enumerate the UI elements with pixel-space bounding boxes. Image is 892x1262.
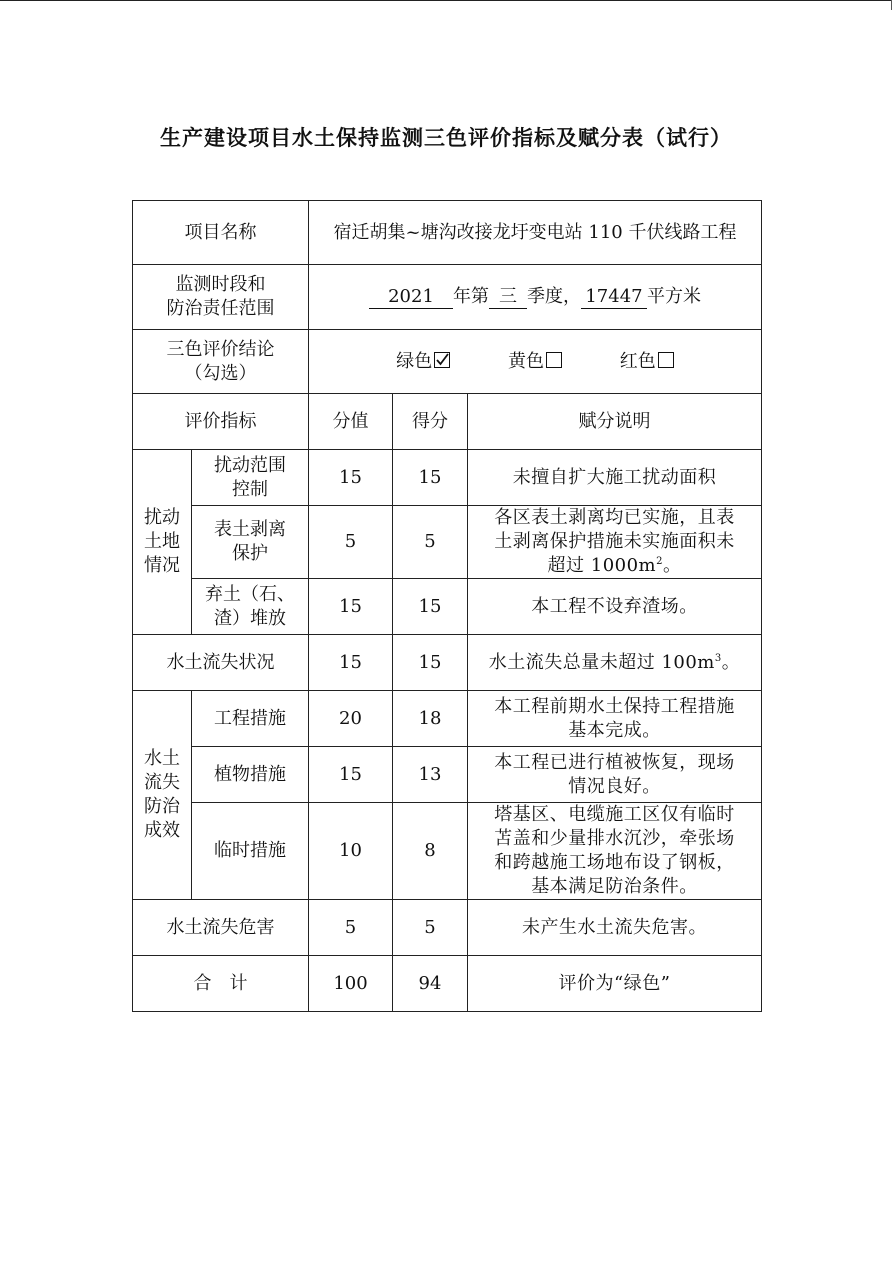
period-label <box>133 265 309 330</box>
quarter-suffix: 季度， <box>527 286 581 307</box>
checkbox-green-checked-icon[interactable] <box>434 352 450 368</box>
table-row <box>133 450 762 506</box>
explanation-line4: 基本满足防治条件。 <box>531 876 698 897</box>
project-name-row <box>133 201 762 265</box>
option-green-label: 绿色 <box>396 350 433 372</box>
indicator-cell: 临时措施 <box>192 803 309 900</box>
table-row <box>133 747 762 803</box>
score-value-cell: 15 <box>309 579 393 635</box>
indicator-line1: 扰动范围 <box>214 454 286 476</box>
superscript: 2 <box>656 556 663 567</box>
explanation-line3-text: 超过 1000m <box>547 555 657 576</box>
period-label-line1: 监测时段和 <box>175 274 266 295</box>
score-value-cell: 15 <box>309 450 393 506</box>
group-prevention-line2: 流失 <box>144 772 180 793</box>
indicator-line2: 渣）堆放 <box>214 607 286 629</box>
explanation-cell <box>468 691 762 747</box>
project-name-value: 宿迁胡集~塘沟改接龙圩变电站 110 千伏线路工程 <box>309 201 762 265</box>
total-explanation: 评价为“绿色” <box>468 956 762 1012</box>
group-disturbance-line2: 土地 <box>144 531 180 552</box>
group-disturbance-line1: 扰动 <box>144 507 180 528</box>
score-value-cell: 10 <box>309 803 393 900</box>
score-value-cell: 15 <box>309 747 393 803</box>
score-got-cell: 15 <box>393 450 468 506</box>
explanation-line1: 塔基区、电缆施工区仅有临时 <box>494 804 735 825</box>
explanation-line2: 土剥离保护措施未实施面积未 <box>494 531 735 552</box>
score-value-cell: 5 <box>309 900 393 956</box>
explanation-line2: 苫盖和少量排水沉沙，牵张场 <box>494 828 735 849</box>
explanation-line1: 各区表土剥离均已实施，且表 <box>494 507 735 528</box>
header-score-got: 得分 <box>393 394 468 450</box>
indicator-cell: 水土流失危害 <box>133 900 309 956</box>
table-row <box>133 506 762 579</box>
score-got-cell: 8 <box>393 803 468 900</box>
explanation-cell: 未擅自扩大施工扰动面积 <box>468 450 762 506</box>
page-top-border <box>0 0 892 1</box>
table-row <box>133 635 762 691</box>
explanation-line3: 和跨越施工场地布设了钢板， <box>494 852 735 873</box>
total-score: 94 <box>393 956 468 1012</box>
option-red-label: 红色 <box>619 350 656 372</box>
indicator-cell: 水土流失状况 <box>133 635 309 691</box>
group-disturbance <box>133 450 192 635</box>
option-yellow <box>508 350 562 374</box>
indicator-cell <box>192 579 309 635</box>
group-prevention-line3: 防治 <box>144 796 180 817</box>
explanation-cell: 本工程不设弃渣场。 <box>468 579 762 635</box>
period-label-line2: 防治责任范围 <box>166 298 275 319</box>
score-got-cell: 15 <box>393 579 468 635</box>
conclusion-label <box>133 330 309 394</box>
superscript: 3 <box>714 652 722 664</box>
indicator-cell: 工程措施 <box>192 691 309 747</box>
document-title: 生产建设项目水土保持监测三色评价指标及赋分表（试行） <box>160 126 732 150</box>
explanation-cell <box>468 803 762 900</box>
conclusion-row <box>133 330 762 394</box>
indicator-cell <box>192 450 309 506</box>
evaluation-table <box>132 200 762 1012</box>
year-suffix: 年第 <box>453 286 489 307</box>
indicator-cell: 植物措施 <box>192 747 309 803</box>
quarter-field: 三 <box>489 286 527 309</box>
explanation-line1: 本工程前期水土保持工程措施 <box>494 695 735 717</box>
header-row <box>133 394 762 450</box>
option-red <box>620 350 674 374</box>
area-unit: 平方米 <box>647 286 701 307</box>
explanation-line3-end: 。 <box>663 555 682 576</box>
area-field: 17447 <box>581 286 647 309</box>
indicator-cell <box>192 506 309 579</box>
group-prevention <box>133 691 192 900</box>
conclusion-options <box>309 330 762 394</box>
group-prevention-line1: 水土 <box>144 748 180 769</box>
explanation-cell <box>468 635 762 691</box>
total-label: 合 计 <box>133 956 309 1012</box>
group-prevention-line4: 成效 <box>144 820 180 841</box>
conclusion-label-line1: 三色评价结论 <box>166 338 275 360</box>
indicator-line2: 保护 <box>232 543 268 564</box>
table-row <box>133 691 762 747</box>
score-got-cell: 15 <box>393 635 468 691</box>
score-got-cell: 5 <box>393 900 468 956</box>
table-row <box>133 579 762 635</box>
table-row <box>133 900 762 956</box>
score-got-cell: 18 <box>393 691 468 747</box>
group-disturbance-line3: 情况 <box>144 555 180 576</box>
total-value: 100 <box>309 956 393 1012</box>
checkbox-yellow-icon[interactable] <box>546 352 562 368</box>
option-green <box>396 350 450 374</box>
year-field: 2021 <box>369 286 453 309</box>
explanation-cell <box>468 506 762 579</box>
table-row <box>133 803 762 900</box>
score-value-cell: 5 <box>309 506 393 579</box>
score-value-cell: 20 <box>309 691 393 747</box>
checkbox-red-icon[interactable] <box>658 352 674 368</box>
explanation-cell: 未产生水土流失危害。 <box>468 900 762 956</box>
score-got-cell: 5 <box>393 506 468 579</box>
period-value <box>309 265 762 330</box>
indicator-line2: 控制 <box>232 478 268 500</box>
explanation-text: 水土流失总量未超过 100m <box>488 651 715 673</box>
period-row <box>133 265 762 330</box>
explanation-cell <box>468 747 762 803</box>
total-row <box>133 956 762 1012</box>
score-value-cell: 15 <box>309 635 393 691</box>
score-got-cell: 13 <box>393 747 468 803</box>
indicator-line1: 表土剥离 <box>214 519 286 540</box>
header-explanation: 赋分说明 <box>468 394 762 450</box>
indicator-line1: 弃土（石、 <box>205 583 295 605</box>
explanation-line1: 本工程已进行植被恢复，现场 <box>494 751 735 773</box>
explanation-end: 。 <box>721 651 741 673</box>
project-name-label: 项目名称 <box>133 201 309 265</box>
header-indicator: 评价指标 <box>133 394 309 450</box>
explanation-line2: 情况良好。 <box>568 775 661 797</box>
header-score-value: 分值 <box>309 394 393 450</box>
explanation-line3 <box>468 554 761 578</box>
conclusion-label-line2: （勾选） <box>184 362 257 384</box>
explanation-line2: 基本完成。 <box>568 719 661 741</box>
option-yellow-label: 黄色 <box>508 350 544 372</box>
